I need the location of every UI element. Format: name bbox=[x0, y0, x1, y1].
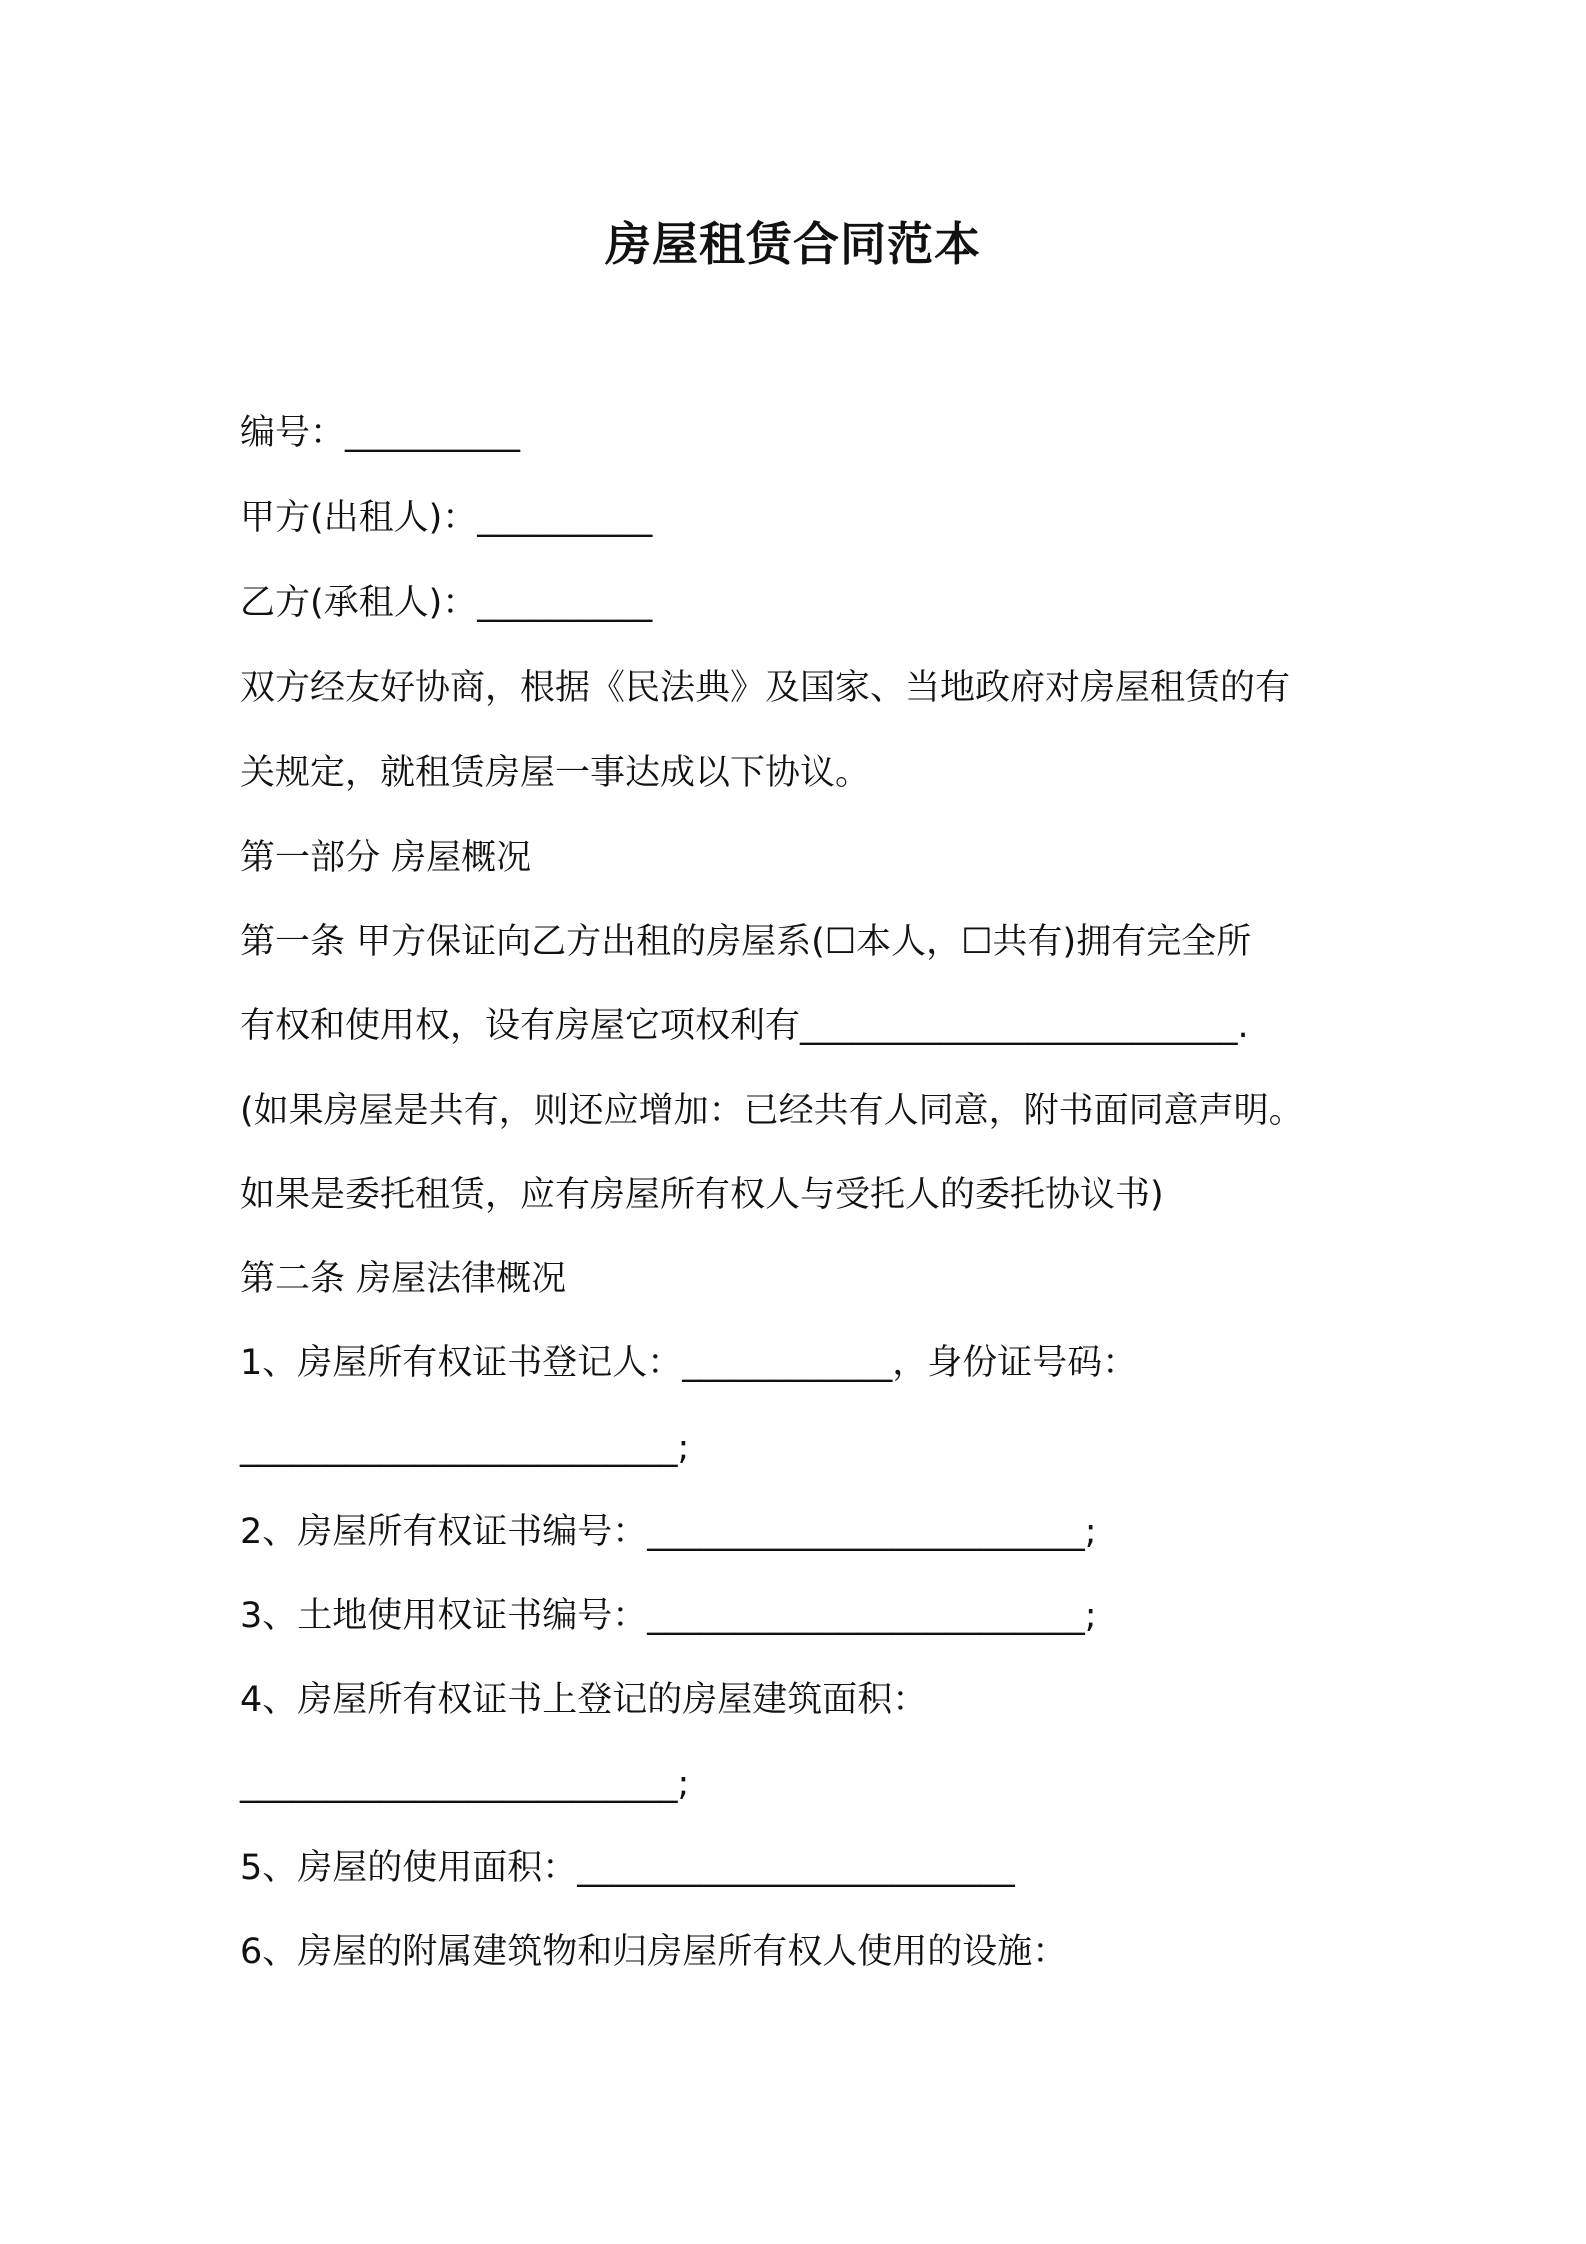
party-b-line: 乙方(承租人)：__________ bbox=[240, 583, 653, 623]
item-4-line-1: 4、房屋所有权证书上登记的房屋建筑面积： bbox=[240, 1680, 928, 1720]
article-one-line-1: 第一条 甲方保证向乙方出租的房屋系(☐本人，☐共有)拥有完全所 bbox=[240, 922, 1252, 962]
item-2-line: 2、房屋所有权证书编号：_________________________; bbox=[240, 1512, 1097, 1552]
item-4-line-2: _________________________; bbox=[240, 1764, 690, 1804]
contract-number-line: 编号：__________ bbox=[240, 413, 521, 453]
article-one-note-line-2: 如果是委托租赁，应有房屋所有权人与受托人的委托协议书) bbox=[240, 1175, 1164, 1215]
preamble-line-1: 双方经友好协商，根据《民法典》及国家、当地政府对房屋租赁的有 bbox=[240, 668, 1291, 708]
article-two-heading: 第二条 房屋法律概况 bbox=[240, 1259, 567, 1299]
item-1-line-1: 1、房屋所有权证书登记人：____________，身份证号码： bbox=[240, 1343, 1138, 1383]
item-6-line: 6、房屋的附属建筑物和归房屋所有权人使用的设施： bbox=[240, 1932, 1068, 1972]
party-a-line: 甲方(出租人)：__________ bbox=[240, 498, 653, 538]
part-one-heading: 第一部分 房屋概况 bbox=[240, 838, 532, 878]
document-title: 房屋租赁合同范本 bbox=[605, 217, 981, 271]
article-one-note-line-1: (如果房屋是共有，则还应增加：已经共有人同意，附书面同意声明。 bbox=[240, 1091, 1304, 1131]
item-3-line: 3、土地使用权证书编号：_________________________; bbox=[240, 1596, 1097, 1636]
item-5-line: 5、房屋的使用面积：_________________________ bbox=[240, 1848, 1015, 1888]
preamble-line-2: 关规定，就租赁房屋一事达成以下协议。 bbox=[240, 753, 871, 793]
article-one-line-2: 有权和使用权，设有房屋它项权利有_________________________. bbox=[240, 1006, 1249, 1046]
item-1-line-2: _________________________; bbox=[240, 1428, 690, 1468]
